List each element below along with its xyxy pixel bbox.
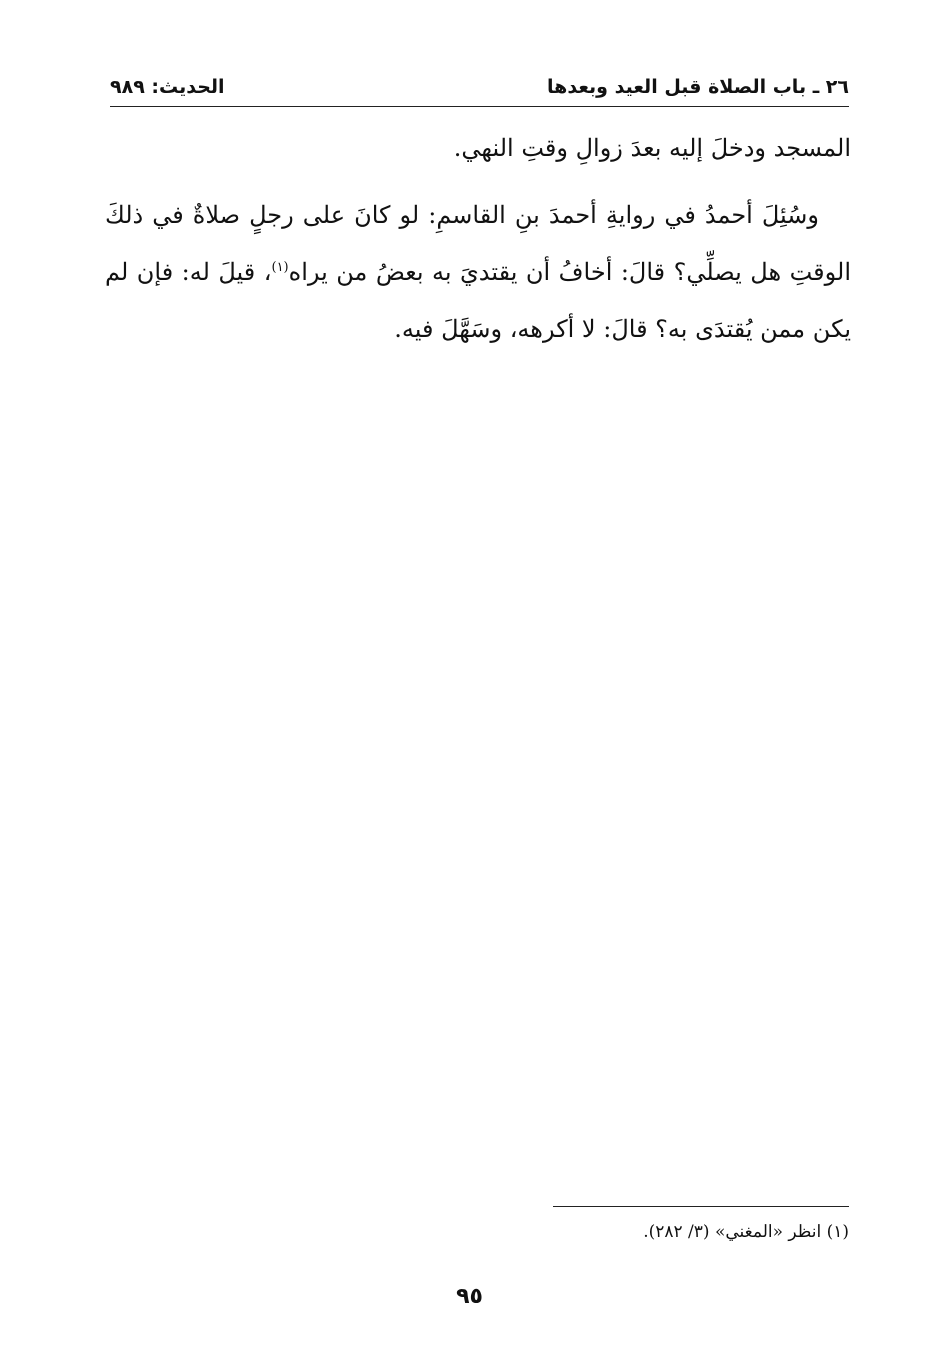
running-header <box>110 72 849 106</box>
footnote-reference: (١) <box>271 260 289 275</box>
hadith-number: الحديث: ٩٨٩ <box>110 76 225 98</box>
paragraph-1: المسجد ودخلَ إليه بعدَ زوالِ وقتِ النهي. <box>453 134 851 162</box>
header-divider <box>110 106 849 107</box>
paragraph-2-main: وسُئِلَ أحمدُ في روايةِ أحمدَ بنِ القاسمِ: لو كانَ على رجلٍ صلاةٌ في ذلكَ الوقتِ هل يصلِّي؟ قالَ: أخافُ أن يقتديَ به بعضُ من يراه <box>105 201 851 286</box>
page-number: ٩٥ <box>456 1284 483 1309</box>
chapter-title: ٢٦ ـ باب الصلاة قبل العيد وبعدها <box>547 76 849 98</box>
paragraph-2-rest: ، قيلَ له: فإن لم يكن ممن يُقتدَى به؟ قالَ: لا أكرهه، وسَهَّلَ فيه. <box>105 258 851 343</box>
body-text <box>105 120 851 358</box>
footnote: (١) انظر «المغني» (٣/ ٢٨٢). <box>643 1222 849 1242</box>
footnote-divider <box>553 1206 849 1207</box>
paragraph-2 <box>105 187 851 358</box>
